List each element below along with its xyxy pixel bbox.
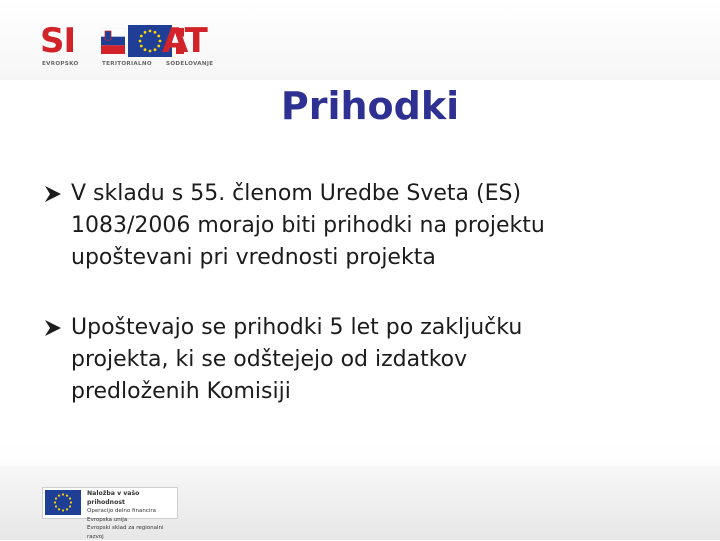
logo-at-text: AT [162, 21, 207, 61]
logo-si-text: SI [40, 21, 76, 61]
bullet-2-line-3: predloženih Komisiji [71, 379, 291, 404]
arrowhead-bullet-icon [44, 185, 62, 203]
bullet-list [44, 178, 684, 408]
badge-line-3: Evropski sklad za regionalni razvoj [87, 525, 164, 540]
si-at-logo [40, 21, 220, 70]
eu-funding-badge [42, 487, 178, 540]
eu-flag-icon [45, 490, 81, 515]
slovenia-flag-icon [101, 28, 125, 54]
arrowhead-bullet-icon [44, 319, 62, 337]
slide-title: Prihodki [280, 84, 460, 128]
bullet-2-line-2: projekta, ki se odštejejo od izdatkov [71, 347, 468, 372]
logo-subtitle-3: SODELOVANJE [166, 61, 214, 67]
logo-subtitle-2: TERITORIALNO [102, 61, 152, 67]
bullet-1-line-1: V skladu s 55. členom Uredbe Sveta (ES) [71, 181, 522, 206]
logo-subtitle-1: EVROPSKO [42, 61, 79, 67]
bullet-1-line-2: 1083/2006 morajo biti prihodki na projektu [71, 213, 545, 238]
badge-text [87, 490, 175, 541]
bullet-1-line-3: upoštevani pri vrednosti projekta [71, 245, 436, 270]
badge-line-1: Naložba v vašo prihodnost [87, 490, 140, 506]
bullet-item-2 [44, 312, 684, 408]
bullet-2-line-1: Upoštevajo se prihodki 5 let po zaključku [71, 315, 523, 340]
bullet-item-1 [44, 178, 684, 274]
badge-line-2: Operacijo delno financira Evropska unija [87, 508, 157, 523]
